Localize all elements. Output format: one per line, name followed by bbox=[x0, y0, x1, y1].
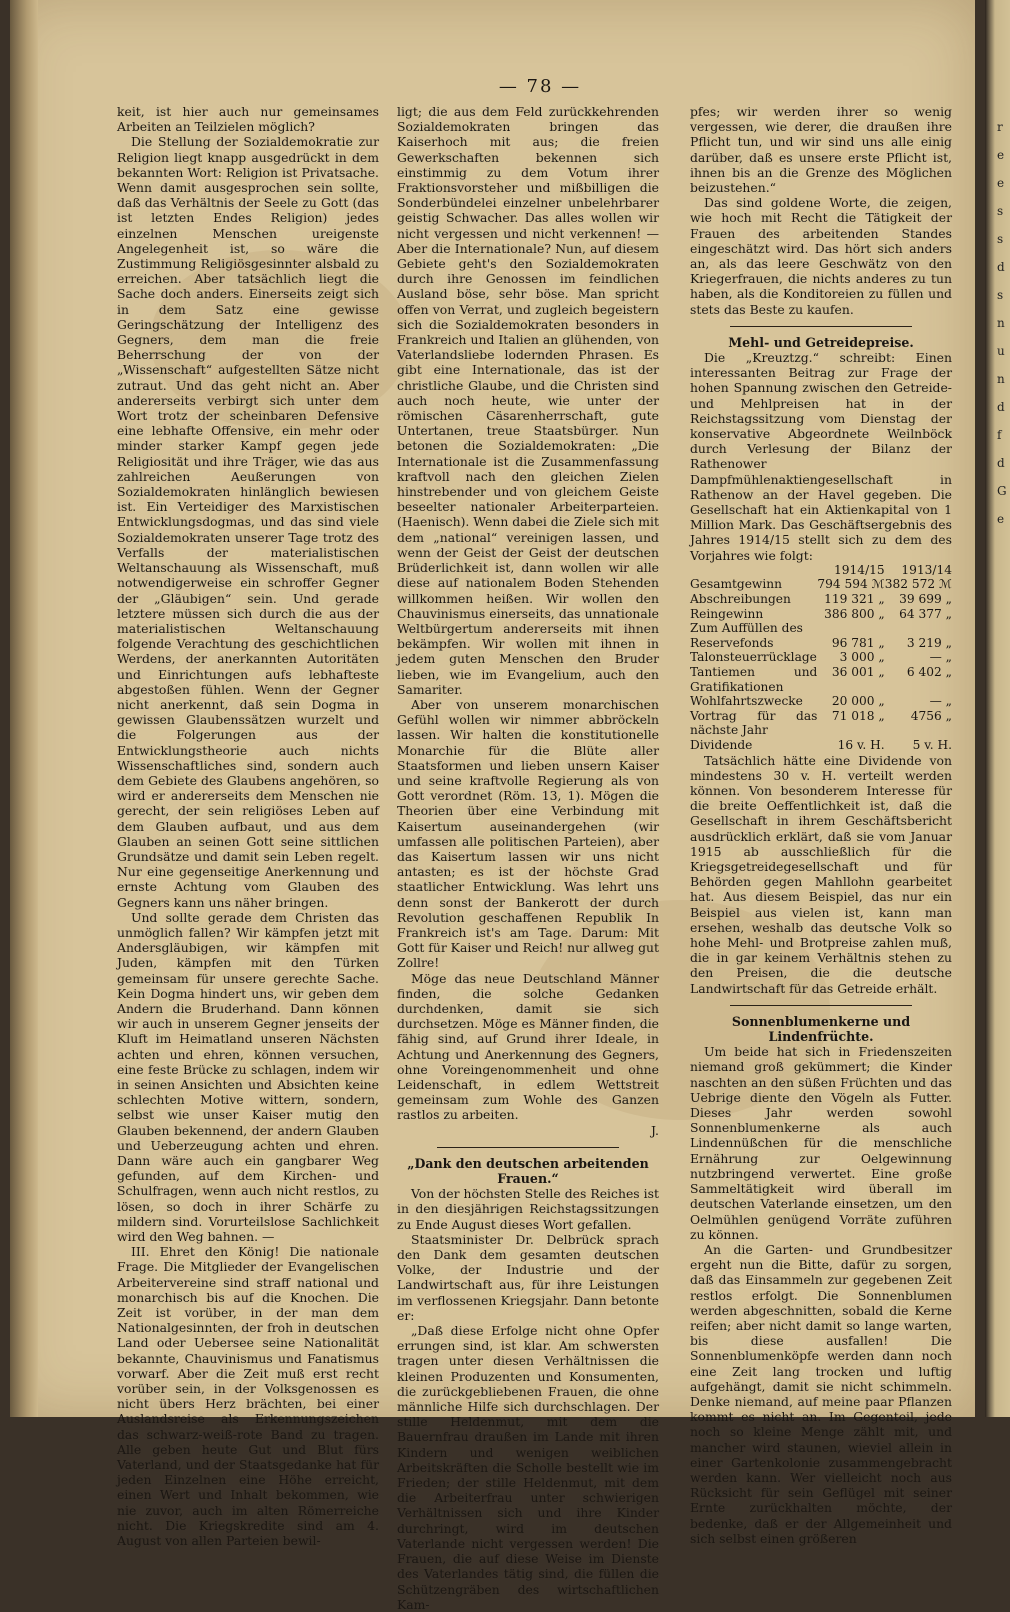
table-row bbox=[690, 592, 952, 607]
table-row bbox=[690, 621, 952, 636]
table-cell-value: 16 v. H. bbox=[837, 738, 885, 753]
edge-letter: d bbox=[997, 456, 1005, 470]
edge-letter: u bbox=[997, 344, 1005, 358]
article-paragraph: Die Stellung der Sozialdemokratie zur Religion liegt knapp ausgedrückt in dem bekannten Wort: Religion ist Privatsache. Wenn damit ausgesprochen sein sollte, daß das Verhältnis der Seele zu Gott (das ist letzten Endes Religion) jedes einzelnen Menschen ureigenste Angelegenheit ist, so wäre die Zustimmung Religiösgesinnter alsbald zu erreichen. Aber tatsächlich liegt die Sache doch anders. Einerseits zeigt sich in dem Satz eine gewisse Geringschätzung der Intelligenz des Gegners, dem man die freie Beherrschung der von der „Wissenschaft“ aufgestellten Sätze nicht zutraut. Und das geht nicht an. Aber andererseits verbirgt sich unter dem Wort trotz der scheinbaren Defensive eine lebhafte Offensive, ein mehr oder minder starker Kampf gegen jede Religiosität und ihre Träger, wie das aus zahlreichen Aeußerungen von Sozialdemokraten hinlänglich bewiesen ist. Ein Verteidiger des Marxistischen Entwicklungsdogmas, und das sind viele Sozialdemokraten unserer Tage trotz des Verfalls der materialistischen Weltanschauung als Wissenschaft, muß notwendigerweise ein schroffer Gegner der „Gläubigen“ sein. Und gerade letztere müssen sich durch die aus der materialistischen Weltanschauung folgende Verachtung des geschichtlichen Werdens, der anerkannten Autoritäten und Einrichtungen aufs lebhafteste abgestoßen fühlen. Wenn der Gegner nicht anerkennt, daß sein Dogma in gewissen Glaubenssätzen wurzelt und die Folgerungen aus der Entwicklungstheorie auch nichts Wissenschaftliches sind, sondern auch dem Gebiete des Glaubens angehören, so wird er andererseits dem Menschen nie gerecht, der sein religiöses Leben auf dem Glauben aufbaut, und aus dem Glauben an seinen Gott seine sittlichen Grundsätze und damit sein Leben regelt. Nur eine gegenseitige Anerkennung und ernste Achtung vom Glauben des Gegners kann uns näher bringen. bbox=[117, 134, 379, 910]
article-heading-mehl: Mehl- und Getreidepreise. bbox=[728, 334, 914, 350]
article-paragraph: „Daß diese Erfolge nicht ohne Opfer errungen sind, ist klar. Am schwersten tragen unter diesen Verhältnissen die kleinen Produzenten und Konsumenten, die zurückgebliebenen Frauen, die ohne männliche Hilfe sich durchschlagen. Der stille Heldenmut, mit dem die Bauernfrau draußen im Lande mit ihren Kindern und wenigen weiblichen Arbeitskräften die Scholle bestellt wie im Frieden; der stille Heldenmut, mit dem die Arbeiterfrau unter schwierigen Verhältnissen sich und ihre Kinder durchringt, wird im deutschen Vaterlande nicht vergessen werden! Die Frauen, die auf diese Weise im Dienste des Vaterlandes tätig sind, die füllen die Schützengräben des wirtschaftlichen Kam- bbox=[397, 1323, 659, 1612]
article-paragraph: pfes; wir werden ihrer so wenig vergessen, wie derer, die draußen ihre Pflicht tun, und wir sind uns alle einig darüber, daß es unsere erste Pflicht ist, ihnen bis an die Grenze des Möglichen beizustehen.“ bbox=[690, 104, 952, 196]
table-row bbox=[690, 694, 952, 709]
table-cell-value: 4756 „ bbox=[910, 708, 952, 723]
table-row-label: Abschreibungen bbox=[690, 592, 791, 607]
table-cell-value: 3 219 „ bbox=[906, 635, 952, 650]
table-cell-value: 5 v. H. bbox=[912, 738, 952, 753]
edge-letter: e bbox=[997, 148, 1005, 162]
edge-letter: e bbox=[997, 176, 1005, 190]
table-cell-value: — „ bbox=[929, 694, 952, 709]
edge-letter: d bbox=[997, 400, 1005, 414]
column-right bbox=[690, 104, 952, 1546]
table-row-label: Reingewinn bbox=[690, 606, 764, 621]
table-row-label: Reservefonds bbox=[690, 635, 774, 650]
page-number: — 78 — bbox=[498, 76, 582, 97]
table-row-label: Talonsteuerrücklage bbox=[690, 650, 817, 665]
edge-letter: s bbox=[997, 204, 1004, 218]
table-cell-value: 382 572 ℳ bbox=[884, 577, 952, 592]
table-row bbox=[690, 650, 952, 665]
table-cell-value: 119 321 „ bbox=[824, 592, 885, 607]
table-cell-value: 71 018 „ bbox=[831, 708, 885, 723]
edge-letter: r bbox=[997, 120, 1003, 134]
edge-letter: d bbox=[997, 260, 1005, 274]
table-row bbox=[690, 709, 952, 738]
article-paragraph: Tatsächlich hätte eine Dividende von mindestens 30 v. H. verteilt werden können. Von besonderem Interesse für die breite Oeffentlichkeit ist, daß die Gesellschaft in ihrem Geschäftsbericht ausdrücklich erklärt, daß sie vom Januar 1915 ab ausschließlich für die Kriegsgetreidegesellschaft und für Behörden gegen Mahllohn gearbeitet hat. Aus diesem Beispiel, das nur ein Beispiel aus vielen ist, kann man ersehen, weshalb das deutsche Volk so hohe Mehl- und Brotpreise zahlen muß, die in gar keinem Verhältnis stehen zu den Preisen, die die deutsche Landwirtschaft für das Getreide erhält. bbox=[690, 752, 952, 996]
edge-letter: G bbox=[997, 484, 1007, 498]
article-signature: J. bbox=[651, 1122, 659, 1138]
edge-letter: e bbox=[997, 512, 1005, 526]
table-header-year-b: 1913/14 bbox=[901, 562, 952, 577]
article-paragraph: Möge das neue Deutschland Männer finden, die solche Gedanken durchdenken, damit sie sich durchsetzen. Möge es Männer finden, die fähig sind, auf Grund ihrer Ideale, in Achtung und Anerkennung des Gegners, ohne Voreingenommenheit und ohne Leidenschaft, in edlem Wettstreit gemeinsam zum Wohle des Ganzen rastlos zu arbeiten. bbox=[397, 970, 659, 1123]
table-cell-value: 386 800 „ bbox=[824, 606, 885, 621]
balance-table bbox=[690, 563, 952, 753]
table-cell-value: 794 594 ℳ bbox=[817, 577, 885, 592]
edge-letter: f bbox=[997, 428, 1002, 442]
book-binding bbox=[10, 0, 38, 1417]
article-paragraph: keit, ist hier auch nur gemeinsames Arbeiten an Teilzielen möglich? bbox=[117, 104, 379, 135]
table-cell-value: — „ bbox=[929, 650, 952, 665]
table-row-label: Tantiemen und Gratifikationen bbox=[690, 665, 818, 694]
article-intro: Die „Kreuztzg.“ schreibt: Einen interessanten Beitrag zur Frage der hohen Spannung zwischen den Getreide- und Mehlpreisen hat in der Reichstagssitzung vom Dienstag der konservative Abgeordnete Weilnböck durch Verlesung der Bilanz der Rathenower Dampfmühlenaktiengesellschaft in Rathenow an der Havel gegeben. Die Gesellschaft hat ein Aktienkapital von 1 Million Mark. Das Geschäftsergebnis des Jahres 1914/15 stellt sich zu dem des Vorjahres wie folgt: bbox=[690, 350, 952, 563]
divider bbox=[730, 1005, 912, 1006]
table-row-label: Gesamtgewinn bbox=[690, 577, 782, 592]
table-row bbox=[690, 738, 952, 753]
edge-letter: n bbox=[997, 316, 1005, 330]
table-cell-value: 64 377 „ bbox=[899, 606, 952, 621]
table-header-year-a: 1914/15 bbox=[834, 562, 885, 577]
table-row-label: Vortrag für das nächste Jahr bbox=[690, 708, 818, 738]
article-paragraph: An die Garten- und Grundbesitzer ergeht nun die Bitte, dafür zu sorgen, daß das Einsammeln zur gegebenen Zeit restlos erfolgt. Die Sonnenblumen werden abgeschnitten, sobald die Kerne reifen; aber nicht damit so lange warten, bis diese ausfallen! Die Sonnenblumenköpfe werden dann noch eine Zeit lang trocken und luftig aufgehängt, damit sie nicht schimmeln. Denke niemand, auf meine paar Pflanzen kommt es nicht an. Im Gegenteil, jede noch so kleine Menge zählt mit, und mancher wird staunen, wieviel allein in einer Gartenkolonie zusammengebracht werden kann. Wer vielleicht noch aus Rücksicht für sein Geflügel mit seiner Ernte zurückhalten möchte, der bedenke, daß er der Allgemeinheit und sich selbst einen größeren bbox=[690, 1241, 952, 1546]
table-row-label: Zum Auffüllen des bbox=[690, 621, 803, 636]
table-row bbox=[690, 665, 952, 694]
article-heading-frauen: „Dank den deutschen arbeitenden Frauen.“ bbox=[407, 1155, 649, 1187]
table-cell-value: 6 402 „ bbox=[906, 665, 952, 680]
article-heading-sonnenblumen: Sonnenblumenkerne und Lindenfrüchte. bbox=[731, 1013, 911, 1045]
table-row-label: Wohlfahrtszwecke bbox=[690, 694, 803, 709]
article-paragraph: Staatsminister Dr. Delbrück sprach den Dank dem gesamten deutschen Volke, der Industrie und der Landwirtschaft aus, für ihre Leistungen im verflossenen Kriegsjahr. Dann betonte er: bbox=[397, 1231, 659, 1323]
table-row bbox=[690, 577, 952, 592]
article-paragraph: Um beide hat sich in Friedenszeiten niemand groß gekümmert; die Kinder naschten an den süßen Früchten und das Uebrige diente den Vögeln als Futter. Dieses Jahr werden sowohl Sonnenblumenkerne als auch Lindennüßchen für die menschliche Ernährung zur Oelgewinnung nutzbringend verwertet. Eine große Sammeltätigkeit wird überall im deutschen Vaterlande einsetzen, um den Oelmühlen genügend Vorräte zuführen zu können. bbox=[690, 1044, 952, 1242]
table-cell-value bbox=[817, 621, 884, 636]
edge-letter: s bbox=[997, 232, 1004, 246]
table-cell-value: 36 001 „ bbox=[831, 665, 885, 680]
table-cell-value bbox=[885, 621, 952, 636]
article-paragraph: ligt; die aus dem Feld zurückkehrenden Sozialdemokraten bringen das Kaiserhoch mit aus; die freien Gewerkschaften bekennen sich einstimmig zu dem Votum ihrer Fraktionsvorsteher und mißbilligen die Sonderbündelei einzelner unbelehrbarer geistig Schwacher. Das alles wollen wir nicht vergessen und nicht verkennen! — Aber die Internationale? Nun, auf diesem Gebiete geht's den Sozialdemokraten durch ihre Genossen im feindlichen Ausland böse, sehr böse. Man spricht offen von Verrat, und zugleich begeistern sich die Sozialdemokraten besonders in Frankreich und Italien an glühenden, von Vaterlandsliebe lodernden Phrasen. Es gibt eine Internationale, das ist der christliche Glaube, und die Christen sind auch noch heute, wie unter der römischen Cäsarenherrschaft, gute Untertanen, treue Staatsbürger. Nun betonen die Sozialdemokraten: „Die Internationale ist die Zusammenfassung kraftvoll nach den gleichen Zielen hinstrebender und von gleichem Geiste beseelter nationaler Arbeiterparteien. (Haenisch). Wenn dabei die Ziele sich mit dem „national“ vereinigen lassen, und wenn der Geist der Geist der deutschen Brüderlichkeit ist, dann wollen wir alle diese auf nationalem Boden Stehenden willkommen heißen. Wir wollen den Chauvinismus einerseits, das unnationale Weltbürgertum andererseits mit ihnen bekämpfen. Wir wollen mit ihnen in jedem guten Menschen den Bruder lieben, wie im Evangelium, auch den Samariter. bbox=[397, 104, 659, 697]
table-cell-value: 96 781 „ bbox=[831, 635, 885, 650]
table-cell-value: 20 000 „ bbox=[831, 694, 885, 709]
edge-letter: n bbox=[997, 372, 1005, 386]
article-paragraph: III. Ehret den König! Die nationale Frage. Die Mitglieder der Evangelischen Arbeitervereine sind straff national und monarchisch bis auf die Knochen. Die Zeit ist vorüber, in der man dem Nationalgesinnten, der froh in deutschen Land oder Ueberseе seine Nationalität bekannte, Chauvinismus und Fanatismus vorwarf. Aber die Zeit muß erst recht vorüber sein, in der Volksgenossen es nicht übers Herz brächten, bei einer Auslandsreise als Erkennungszeichen das schwarz-weiß-rote Band zu tragen. Alle geben heute Gut und Blut fürs Vaterland, und der Staatsgedanke hat für jeden Einzelnen eine Höhe erreicht, einen Wert und Inhalt bekommen, wie nie zuvor, auch im alten Römerreiche nicht. Die Kriegskredite sind am 4. August von allen Parteien bewil- bbox=[117, 1244, 379, 1549]
newspaper-page bbox=[10, 0, 1007, 1612]
edge-letter: s bbox=[997, 288, 1004, 302]
article-paragraph: Das sind goldene Worte, die zeigen, wie hoch mit Recht die Tätigkeit der Frauen des arbeitenden Standes eingeschätzt wird. Das hört sich anders an, als das leere Geschwätz von den Kriegerfrauen, die nichts anderes zu tun haben, als die Konditoreien zu füllen und stets das Beste zu kaufen. bbox=[690, 195, 952, 317]
divider bbox=[437, 1147, 619, 1148]
divider bbox=[730, 326, 912, 327]
column-left bbox=[117, 104, 379, 1548]
article-paragraph: Von der höchsten Stelle des Reiches ist in den diesjährigen Reichstagssitzungen zu Ende August dieses Wort gefallen. bbox=[397, 1186, 659, 1232]
article-paragraph: Und sollte gerade dem Christen das unmöglich fallen? Wir kämpfen jetzt mit Andersgläubigen, wir kämpfen mit Juden, kämpfen mit den Türken gemeinsam für unsere gerechte Sache. Kein Dogma hindert uns, wir geben dem Andern die Bruderhand. Dann können wir auch in unserem Gegner jenseits der Kluft im Heimatland unseren Nächsten achten und ehren, können versuchen, eine feste Brücke zu schlagen, indem wir in seinen Ansichten und Absichten keine schlechten Motive wittern, sondern, selbst wie unser Kaiser mutig den Glauben bekennend, der andern Glauben und Ueberzeugung achten und ehren. Dann wäre auch ein gangbarer Weg gefunden, auf dem Kirchen- und Schulfragen, wenn auch nicht restlos, zu lösen, so doch in ihrer Schärfe zu mildern sind. Vorurteilslose Sachlichkeit wird den Weg bahnen. — bbox=[117, 909, 379, 1245]
next-page-edge bbox=[985, 0, 1010, 1417]
table-cell-value: 39 699 „ bbox=[899, 592, 952, 607]
table-row bbox=[690, 607, 952, 622]
article-paragraph: Aber von unserem monarchischen Gefühl wollen wir nimmer abbröckeln lassen. Wir halten die konstitutionelle Monarchie für die Blüte aller Staatsformen und lieben unsern Kaiser und seine kraftvolle Regierung als von Gott verordnet (Röm. 13, 1). Mögen die Theorien über eine Verbindung mit Kaisertum auseinandergehen (wir umfassen alle politischen Parteien), aber das Kaisertum lassen wir uns nicht antasten; es ist der höchste Grad staatlicher Entwicklung. Was lehrt uns denn sonst der Bankerott der durch Revolution geschaffenen Republik In Frankreich ist's am Tage. Darum: Mit Gott für Kaiser und Reich! nur allweg gut Zollre! bbox=[397, 696, 659, 971]
table-row-label: Dividende bbox=[690, 738, 753, 753]
column-middle bbox=[397, 104, 659, 1612]
table-row bbox=[690, 636, 952, 651]
table-cell-value: 3 000 „ bbox=[839, 650, 885, 665]
